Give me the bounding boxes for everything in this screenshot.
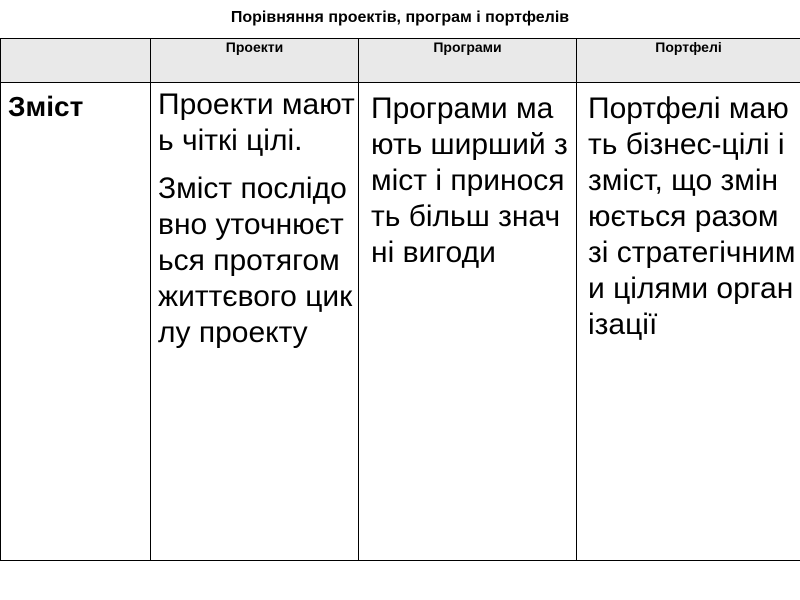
comparison-table [0,38,800,561]
programs-cell [359,83,577,561]
portfolios-paragraph: Портфелі мають бізнес-цілі і зміст, що змінюється разом зі стратегічними цілями організації [588,92,796,341]
programs-paragraph: Програми мають ширший зміст і приносять більш значні вигоди [371,92,568,269]
portfolios-cell-text [577,83,800,343]
projects-paragraph-goals: Проекти мають чіткі цілі. [158,88,355,157]
column-header-portfolios: Портфелі [577,39,800,83]
page-title: Порівняння проектів, програм і портфелів [230,9,570,26]
portfolios-cell [577,83,800,561]
programs-cell-text [359,83,576,271]
row-label: Зміст [8,91,84,122]
projects-cell [151,83,359,561]
table-corner-cell [1,39,151,83]
projects-paragraph-scope: Зміст послідовно уточнюється протягом життєвого циклу проекту [158,172,353,349]
table-row [1,83,800,561]
projects-cell-text [151,83,358,351]
column-header-programs: Програми [359,39,577,83]
table-header-row [1,39,800,83]
column-header-projects: Проекти [151,39,359,83]
row-label-cell [1,83,151,561]
